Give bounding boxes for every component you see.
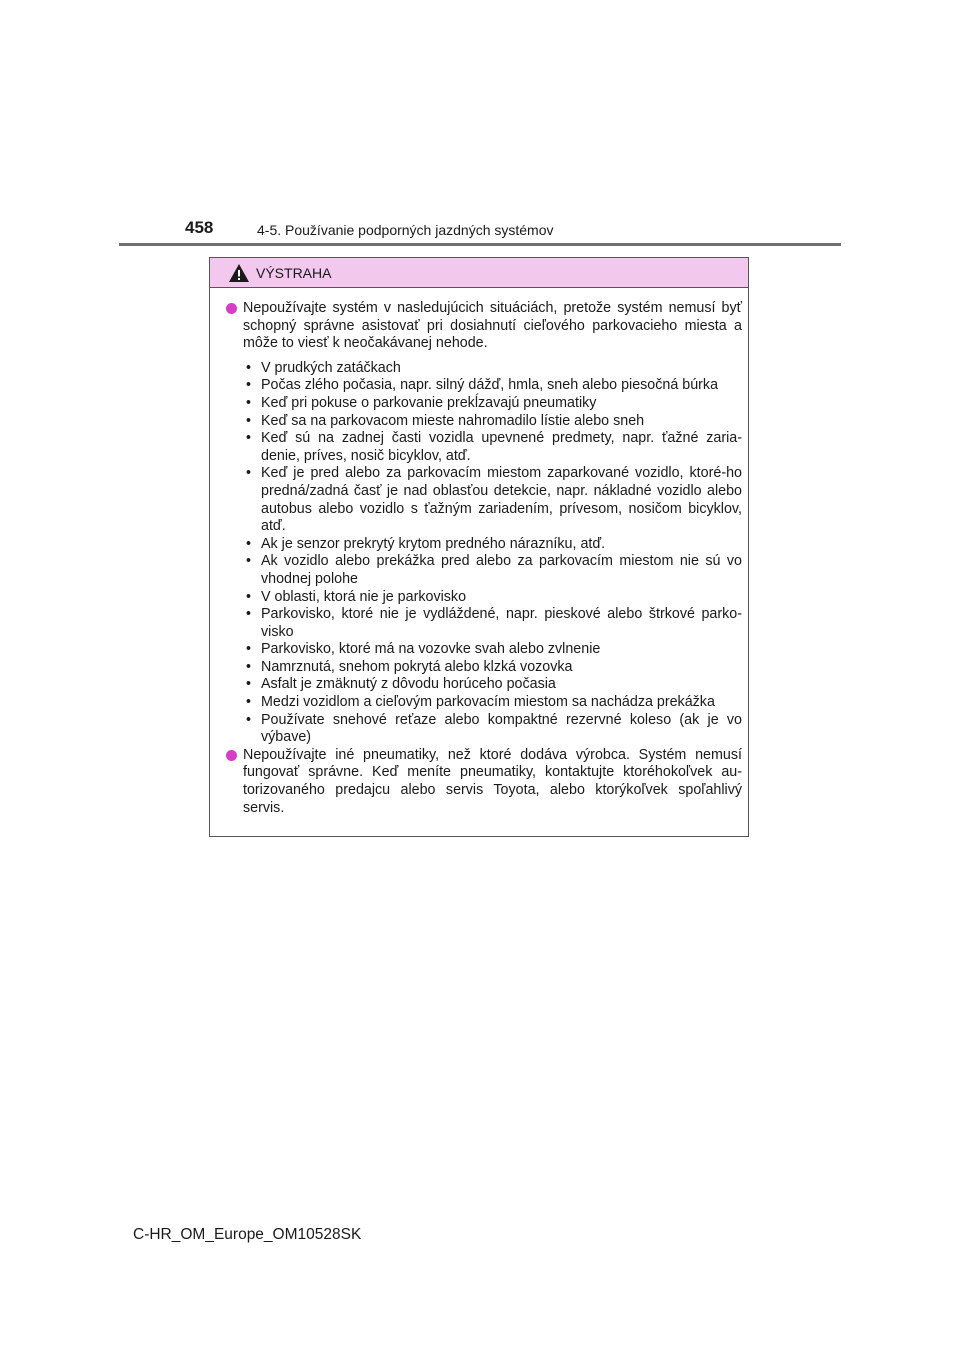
circle-bullet-icon xyxy=(226,750,237,761)
list-item: • Používate snehové reťaze alebo kompaktné rezervné koleso (ak je vo výbave) xyxy=(246,711,742,746)
situation-list xyxy=(226,360,742,747)
warning-box xyxy=(209,257,749,837)
warning-header xyxy=(210,258,748,288)
list-item: • Ak vozidlo alebo prekážka pred alebo za parkovacím miestom nie sú vo vhodnej polohe xyxy=(246,553,742,587)
list-item: • Keď sú na zadnej časti vozidla upevnené predmety, napr. ťažné zaria-denie, príves, nosič bicyklov, atď. xyxy=(246,430,742,464)
warning-title: VÝSTRAHA xyxy=(256,265,332,281)
header-rule xyxy=(119,243,841,246)
bullet-dot-icon: • xyxy=(246,641,252,658)
document-id: C-HR_OM_Europe_OM10528SK xyxy=(133,1226,362,1243)
list-item: • Keď pri pokuse o parkovanie prekĺzavajú pneumatiky xyxy=(246,394,597,411)
list-item: • V oblasti, ktorá nie je parkovisko xyxy=(246,588,467,605)
warning-intro-text: Nepoužívajte systém v nasledujúcich situáciách, pretože systém nemusí byť schopný správne asistovať pri dosiahnutí cieľového parkovacieho miesta a môže to viesť k neočakávanej nehode. xyxy=(243,300,742,352)
list-item: • Asfalt je zmäknutý z dôvodu horúceho počasia xyxy=(246,676,556,693)
section-title: 4-5. Používanie podporných jazdných systémov xyxy=(257,222,554,238)
bullet-dot-icon: • xyxy=(246,430,252,447)
bullet-dot-icon: • xyxy=(246,588,252,605)
warning-paragraph-intro xyxy=(226,300,742,353)
bullet-dot-icon: • xyxy=(246,412,252,429)
list-item: • Počas zlého počasia, napr. silný dážď, hmla, sneh alebo piesočná búrka xyxy=(246,377,719,394)
bullet-dot-icon: • xyxy=(246,465,252,482)
bullet-dot-icon: • xyxy=(246,359,252,376)
warning-tires-text: Nepoužívajte iné pneumatiky, než ktoré dodáva výrobca. Systém nemusí fungovať správne. Keď meníte pneumatiky, kontaktujte ktoréhokoľvek au-torizovaného predajcu alebo servis Toyota, alebo ktorýkoľvek spoľahlivý servis. xyxy=(243,746,742,816)
bullet-dot-icon: • xyxy=(246,711,252,728)
bullet-dot-icon: • xyxy=(246,535,252,552)
bullet-dot-icon: • xyxy=(246,658,252,675)
list-item: • Namrznutá, snehom pokrytá alebo klzká vozovka xyxy=(246,658,573,675)
bullet-dot-icon: • xyxy=(246,606,252,623)
list-item: • Medzi vozidlom a cieľovým parkovacím miestom sa nachádza prekážka xyxy=(246,694,715,711)
bullet-dot-icon: • xyxy=(246,394,252,411)
list-item: • Keď je pred alebo za parkovacím miestom zaparkované vozidlo, ktoré-ho predná/zadná časť je nad oblasťou detekcie, napr. nákladné vozidlo alebo autobus alebo vozidlo s ťažným zariadením, prívesom, nosičom bicyklov, atď. xyxy=(246,465,742,535)
bullet-dot-icon: • xyxy=(246,676,252,693)
list-item: • V prudkých zatáčkach xyxy=(246,359,401,376)
bullet-dot-icon: • xyxy=(246,377,252,394)
page-number: 458 xyxy=(185,218,214,237)
list-item: • Keď sa na parkovacom mieste nahromadilo lístie alebo sneh xyxy=(246,412,645,429)
warning-paragraph-tires xyxy=(226,747,742,817)
warning-body xyxy=(226,300,742,824)
bullet-dot-icon: • xyxy=(246,694,252,711)
list-item: • Ak je senzor prekrytý krytom predného nárazníku, atď. xyxy=(246,535,606,552)
bullet-dot-icon: • xyxy=(246,553,252,570)
circle-bullet-icon xyxy=(226,303,237,314)
list-item: • Parkovisko, ktoré nie je vydláždené, napr. pieskové alebo štrkové parko-visko xyxy=(246,606,742,640)
list-item: • Parkovisko, ktoré má na vozovke svah alebo zvlnenie xyxy=(246,641,601,658)
warning-triangle-icon xyxy=(228,263,250,283)
